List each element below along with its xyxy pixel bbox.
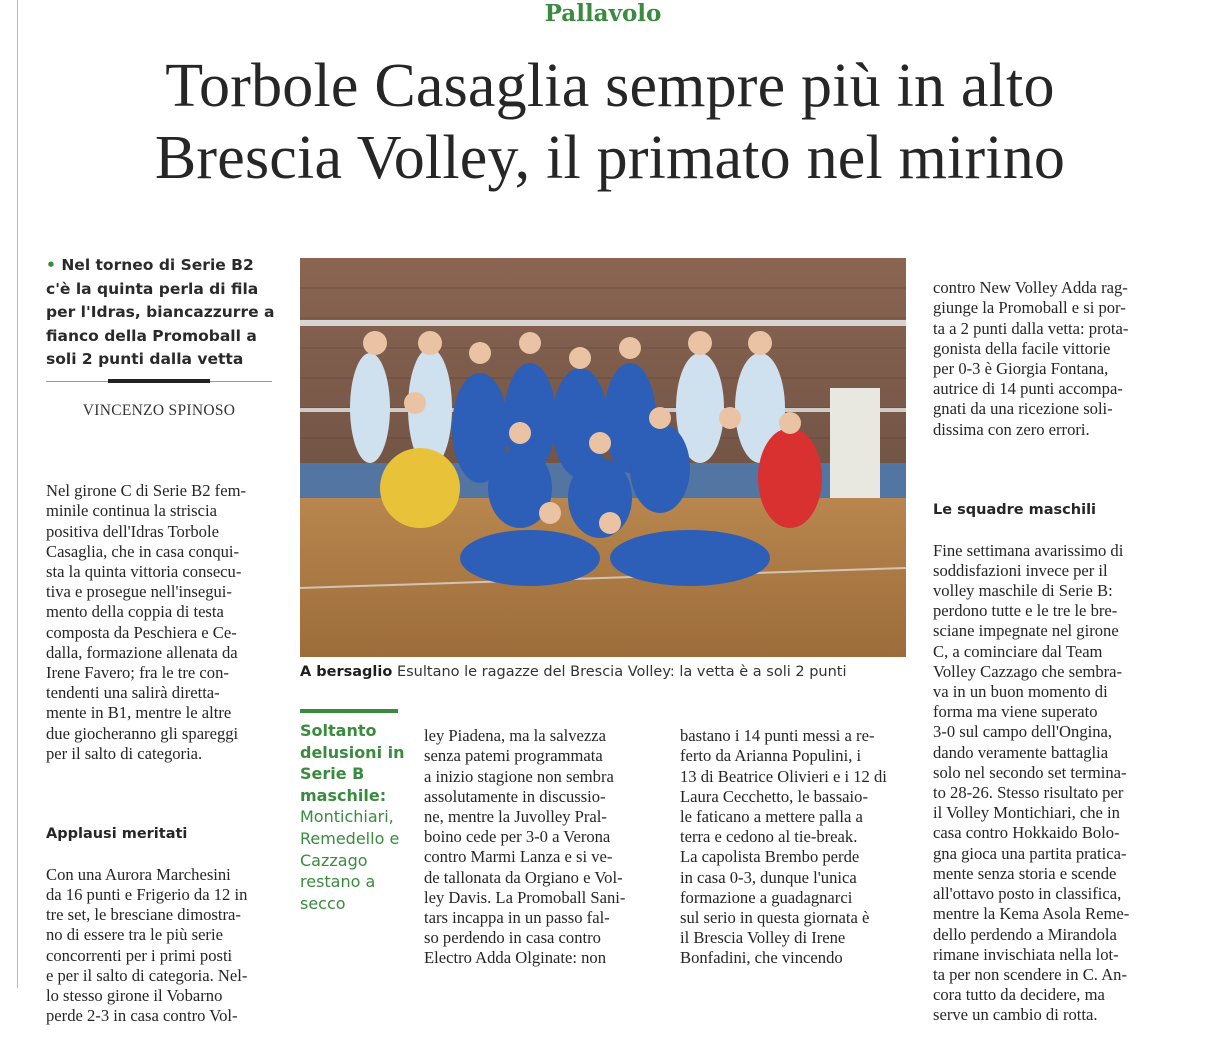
summary-text: Nel torneo di Serie B2 c'è la quinta perla di fila per l'Idras, biancazzurre a fianco della Promoball a soli 2 punti dalla vetta bbox=[46, 256, 275, 369]
callout bbox=[300, 720, 410, 914]
team-photo-illustration bbox=[300, 258, 906, 657]
summary bbox=[46, 254, 276, 372]
byline-divider-accent bbox=[108, 379, 210, 383]
team-photo bbox=[300, 258, 906, 657]
callout-text: Montichiari, Remedello e Cazzago restano a secco bbox=[300, 807, 400, 913]
column-4 bbox=[933, 258, 1161, 1046]
headline bbox=[40, 50, 1180, 194]
column-1-subhead: Applausi meritati bbox=[46, 826, 188, 843]
column-1 bbox=[46, 461, 272, 1047]
callout-accent-bar bbox=[300, 709, 398, 713]
headline-line-2: Brescia Volley, il primato nel mirino bbox=[154, 124, 1066, 192]
headline-line-1: Torbole Casaglia sempre più in alto bbox=[165, 52, 1055, 120]
column-3 bbox=[680, 706, 908, 989]
column-2-text: ley Piadena, ma la salvezza senza patemi programmata a inizio stagione non sembra assolutamente in discussio- ne, mentre la Juvolley Pral- boino cede per 3-0 a Verona contro Marmi Lanza e si ve- de tallonata da Orgiano e Vol- ley Davis. La Promoball Sani- tars incappa in un passo fal- so perdendo in casa contro Electro Adda Olginate: non bbox=[424, 726, 626, 968]
photo-caption-label: A bersaglio bbox=[300, 664, 393, 680]
callout-lead: Soltanto delusioni in Serie B maschile: bbox=[300, 721, 405, 805]
column-2 bbox=[424, 706, 656, 989]
column-4-subhead: Le squadre maschili bbox=[933, 502, 1097, 519]
column-4-body: Fine settimana avarissimo di soddisfazioni invece per il volley maschile di Serie B: perdono tutte e le tre le bre- sciane impegnate nel girone C, a cominciare dal Team Volley Cazzago che sembra- va in un buon momento di forma ma viene superato 3-0 sul campo dell'Ongina, dando veramente battaglia solo nel secondo set termina- to 28-26. Stesso risultato per il Volley Montichiari, che in casa contro Hokkaido Bolo- gna gioca una partita pratica- mente senza storia e scende all'ottavo posto in classifica, mentre la Kema Asola Reme- dello perdendo a Mirandola rimane invischiata nella lot- ta per non scendere in C. An- cora tutto da decidere, ma serve un cambio di rotta. bbox=[933, 540, 1130, 1025]
column-3-text: bastano i 14 punti messi a re- ferto da Arianna Populini, i 13 di Beatrice Olivieri e i 12 di Laura Cecchetto, le bassaio- le faticano a mettere palla a terra e cedono al tie-break. La capolista Brembo perde in casa 0-3, dunque l'unica formazione a guadagnarci sul serio in questa giornata è il Brescia Volley di Irene Bonfadini, che vincendo bbox=[680, 726, 887, 968]
column-4-intro: contro New Volley Adda rag- giunge la Promoball e si por- ta a 2 punti dalla vetta: prota- gonista della facile vittorie per 0-3 è Giorgia Fontana, autrice di 14 punti accompa- gnati da una ricezione soli- dissima con zero errori. bbox=[933, 278, 1129, 439]
column-1-intro: Nel girone C di Serie B2 fem- minile continua la striscia positiva dell'Idras Torbole Casaglia, che in casa conqui- sta la quinta vittoria consecu- tiva e prosegue nell'insegui- mento della coppia di testa composta da Peschiera e Ce- dalla, formazione allenata da Irene Favero; fra le tre con- tendenti una salirà diretta- mente in B1, mentre le altre due giocheranno gli spareggi per il salto di categoria. bbox=[46, 481, 247, 763]
photo-caption bbox=[300, 664, 920, 680]
summary-bullet: • bbox=[46, 256, 56, 274]
section-label: Pallavolo bbox=[544, 0, 662, 27]
column-1-body: Con una Aurora Marchesini da 16 punti e Frigerio da 12 in tre set, le bresciane dimostra- no di essere tra le più serie concorrenti per i primi posti e per il salto di categoria. Nel- lo stesso girone il Vobarno perde 2-3 in casa contro Vol- bbox=[46, 864, 248, 1026]
page-edge-rule bbox=[17, 0, 18, 988]
photo-caption-text: Esultano le ragazze del Brescia Volley: la vetta è a soli 2 punti bbox=[392, 664, 847, 680]
byline: VINCENZO SPINOSO bbox=[82, 402, 236, 419]
